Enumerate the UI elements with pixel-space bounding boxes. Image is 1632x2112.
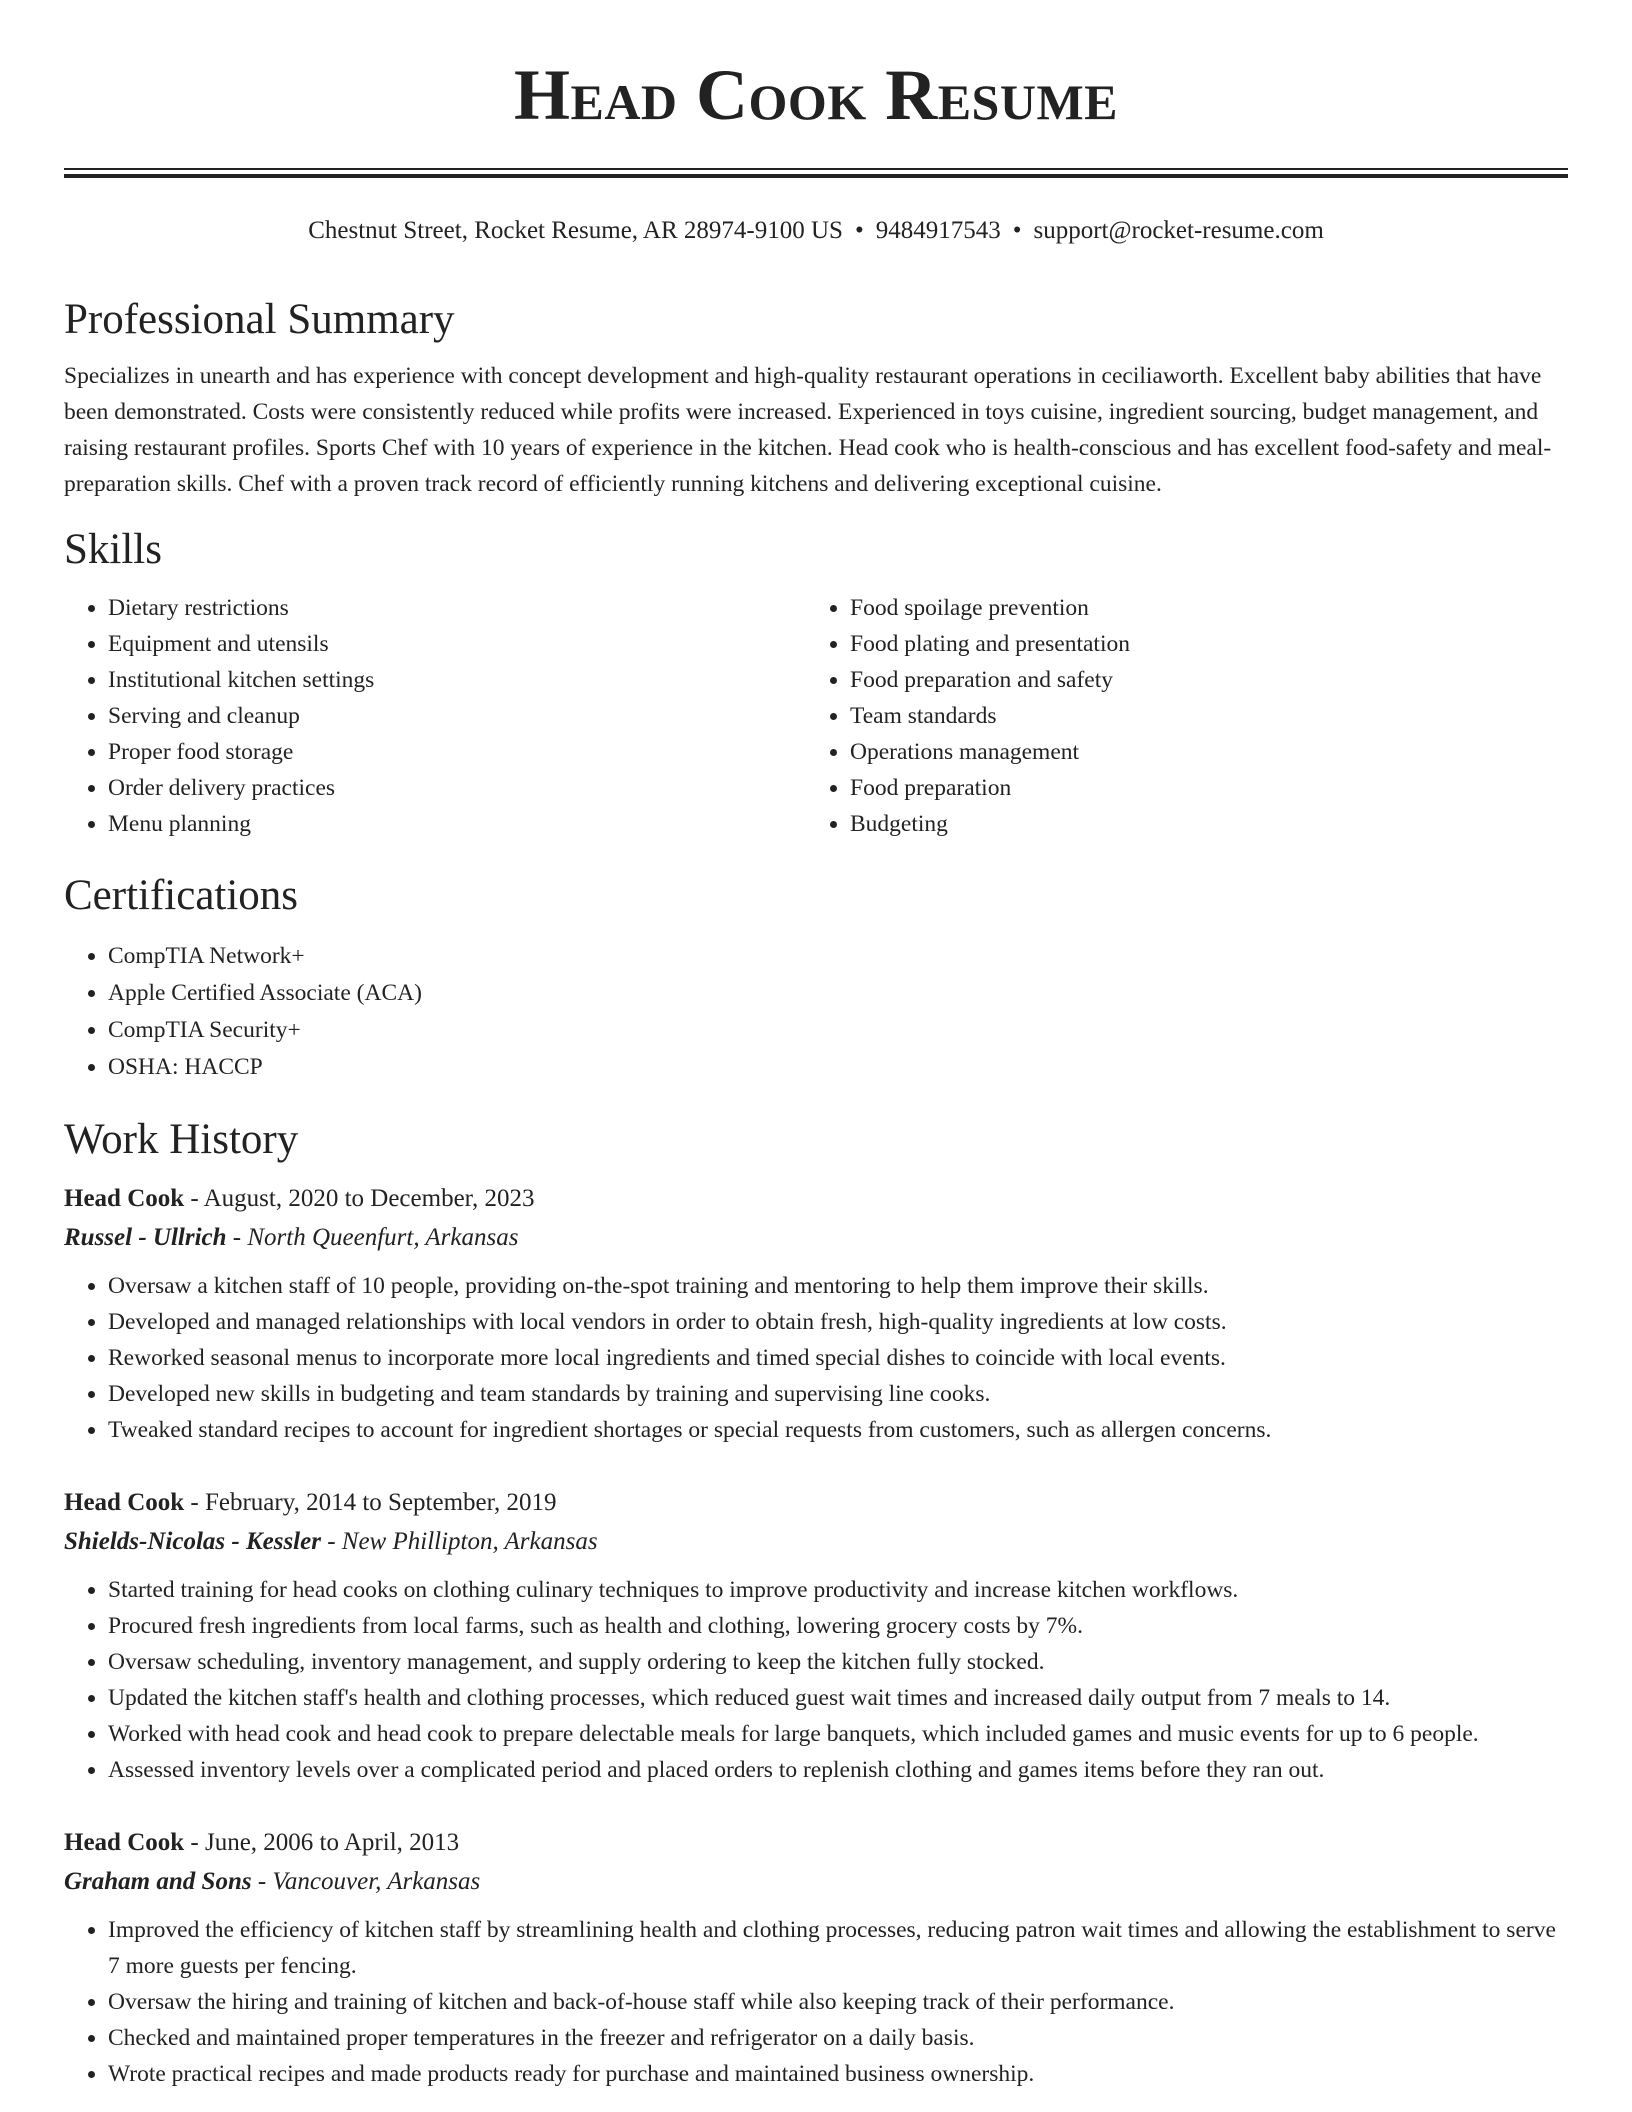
job-bullet: • Developed new skills in budgeting and team standards by training and supervising line cooks. — [108, 1376, 1568, 1412]
job-company: Shields-Nicolas - Kessler — [64, 1528, 321, 1555]
job-location: Vancouver, Arkansas — [272, 1868, 481, 1895]
job-bullet: • Oversaw a kitchen staff of 10 people, providing on-the-spot training and mentoring to help them improve their skills. — [108, 1268, 1568, 1304]
skills-list-left — [64, 590, 806, 842]
page-title: Head Cook Resume — [513, 55, 1119, 135]
skill-item: • Institutional kitchen settings — [108, 662, 806, 698]
skill-item: • Operations management — [850, 734, 1548, 770]
job-location: New Phillipton, Arkansas — [341, 1528, 598, 1555]
job-bullet: • Reworked seasonal menus to incorporate more local ingredients and timed special dishes to coincide with local events. — [108, 1340, 1568, 1376]
contact-line — [64, 214, 1568, 248]
summary-section — [64, 290, 1568, 502]
title-divider-thick — [64, 174, 1568, 178]
skill-item: • Food preparation — [850, 770, 1548, 806]
job-bullet: • Worked with head cook and head cook to prepare delectable meals for large banquets, which included games and music events for up to 6 people. — [108, 1716, 1568, 1752]
job-bullet: • Checked and maintained proper temperatures in the freezer and refrigerator on a daily basis. — [108, 2020, 1568, 2056]
job-bullet: • Improved the efficiency of kitchen staff by streamlining health and clothing processes, reducing patron wait times and allowing the establishment to serve 7 more guests per fencing. — [108, 1912, 1568, 1984]
skill-item: • Equipment and utensils — [108, 626, 806, 662]
skills-grid — [64, 590, 1568, 842]
skill-item: • Team standards — [850, 698, 1548, 734]
job-bullets — [64, 1268, 1568, 1448]
job-role: Head Cook — [64, 1489, 185, 1516]
job-entry — [64, 1484, 1568, 1788]
certifications-heading: Certifications — [64, 872, 299, 919]
job-title-line: Head Cook - August, 2020 to December, 2023 — [64, 1185, 535, 1212]
title-divider-thin — [64, 168, 1568, 170]
summary-text: Specializes in unearth and has experience with concept development and high-quality restaurant operations in ceciliaworth. Excellent baby abilities that have been demonstrated. Costs were consistently reduced while profits were increased. Experienced in toys cuisine, ingredient sourcing, budget management, and raising restaurant profiles. Sports Chef with 10 years of experience in the kitchen. Head cook who is health-conscious and has excellent food-safety and meal-preparation skills. Chef with a proven track record of efficiently running kitchens and delivering exceptional cuisine. — [64, 363, 1552, 497]
job-bullet: • Procured fresh ingredients from local farms, such as health and clothing, lowering grocery costs by 7%. — [108, 1608, 1568, 1644]
job-location: North Queenfurt, Arkansas — [247, 1224, 519, 1251]
certification-item: • OSHA: HACCP — [108, 1049, 1568, 1086]
job-bullet: • Tweaked standard recipes to account for ingredient shortages or special requests from customers, such as allergen concerns. — [108, 1412, 1568, 1448]
skill-item: • Order delivery practices — [108, 770, 806, 806]
job-title-line: Head Cook - February, 2014 to September, 2019 — [64, 1489, 557, 1516]
skills-heading: Skills — [64, 526, 162, 573]
skills-section — [64, 520, 1568, 842]
certification-item: • Apple Certified Associate (ACA) — [108, 975, 1568, 1012]
job-dates: February, 2014 to September, 2019 — [204, 1489, 557, 1516]
certification-item: • CompTIA Security+ — [108, 1012, 1568, 1049]
job-role: Head Cook — [64, 1829, 185, 1856]
contact-phone: 9484917543 — [875, 217, 1001, 244]
job-employer-line: Shields-Nicolas - Kessler - New Phillipton, Arkansas — [64, 1528, 598, 1555]
job-bullet: • Updated the kitchen staff's health and clothing processes, which reduced guest wait times and increased daily output from 7 meals to 14. — [108, 1680, 1568, 1716]
job-bullet: • Assessed inventory levels over a complicated period and placed orders to replenish clothing and games items before they ran out. — [108, 1752, 1568, 1788]
job-dates: June, 2006 to April, 2013 — [204, 1829, 460, 1856]
job-employer-line: Graham and Sons - Vancouver, Arkansas — [64, 1868, 481, 1895]
job-bullet: • Wrote practical recipes and made products ready for purchase and maintained business ownership. — [108, 2056, 1568, 2092]
work-history-section — [64, 1110, 1568, 2092]
contact-separator: • — [1012, 217, 1022, 244]
job-dates: August, 2020 to December, 2023 — [203, 1185, 535, 1212]
skill-item: • Food spoilage prevention — [850, 590, 1548, 626]
job-bullet: • Started training for head cooks on clothing culinary techniques to improve productivity and increase kitchen workflows. — [108, 1572, 1568, 1608]
contact-separator: • — [854, 217, 864, 244]
skill-item: • Proper food storage — [108, 734, 806, 770]
skill-item: • Serving and cleanup — [108, 698, 806, 734]
skills-column-left — [64, 590, 806, 842]
certification-item: • CompTIA Network+ — [108, 938, 1568, 975]
job-title-line: Head Cook - June, 2006 to April, 2013 — [64, 1829, 460, 1856]
job-entry — [64, 1824, 1568, 2092]
resume-content — [64, 0, 1568, 2087]
skill-item: • Budgeting — [850, 806, 1548, 842]
job-bullet: • Oversaw scheduling, inventory management, and supply ordering to keep the kitchen fully stocked. — [108, 1644, 1568, 1680]
skills-list-right — [806, 590, 1548, 842]
resume-body — [64, 290, 1568, 2092]
job-bullets — [64, 1572, 1568, 1788]
job-company: Russel - Ullrich — [64, 1224, 227, 1251]
skill-item: • Menu planning — [108, 806, 806, 842]
contact-address: Chestnut Street, Rocket Resume, AR 28974-9100 US — [308, 217, 843, 244]
skills-column-right — [806, 590, 1548, 842]
job-bullet: • Oversaw the hiring and training of kitchen and back-of-house staff while also keeping track of their performance. — [108, 1984, 1568, 2020]
job-company: Graham and Sons — [64, 1868, 252, 1895]
summary-heading: Professional Summary — [64, 296, 455, 343]
job-entry — [64, 1180, 1568, 1448]
skill-item: • Food preparation and safety — [850, 662, 1548, 698]
certifications-list — [64, 938, 1568, 1086]
job-employer-line: Russel - Ullrich - North Queenfurt, Arkansas — [64, 1224, 519, 1251]
job-bullet: • Developed and managed relationships with local vendors in order to obtain fresh, high-quality ingredients at low costs. — [108, 1304, 1568, 1340]
skill-item: • Dietary restrictions — [108, 590, 806, 626]
job-role: Head Cook — [64, 1185, 185, 1212]
certifications-section — [64, 866, 1568, 1086]
job-bullets — [64, 1912, 1568, 2092]
work-history-heading: Work History — [64, 1116, 299, 1163]
skill-item: • Food plating and presentation — [850, 626, 1548, 662]
contact-email[interactable]: support@rocket-resume.com — [1033, 217, 1324, 244]
